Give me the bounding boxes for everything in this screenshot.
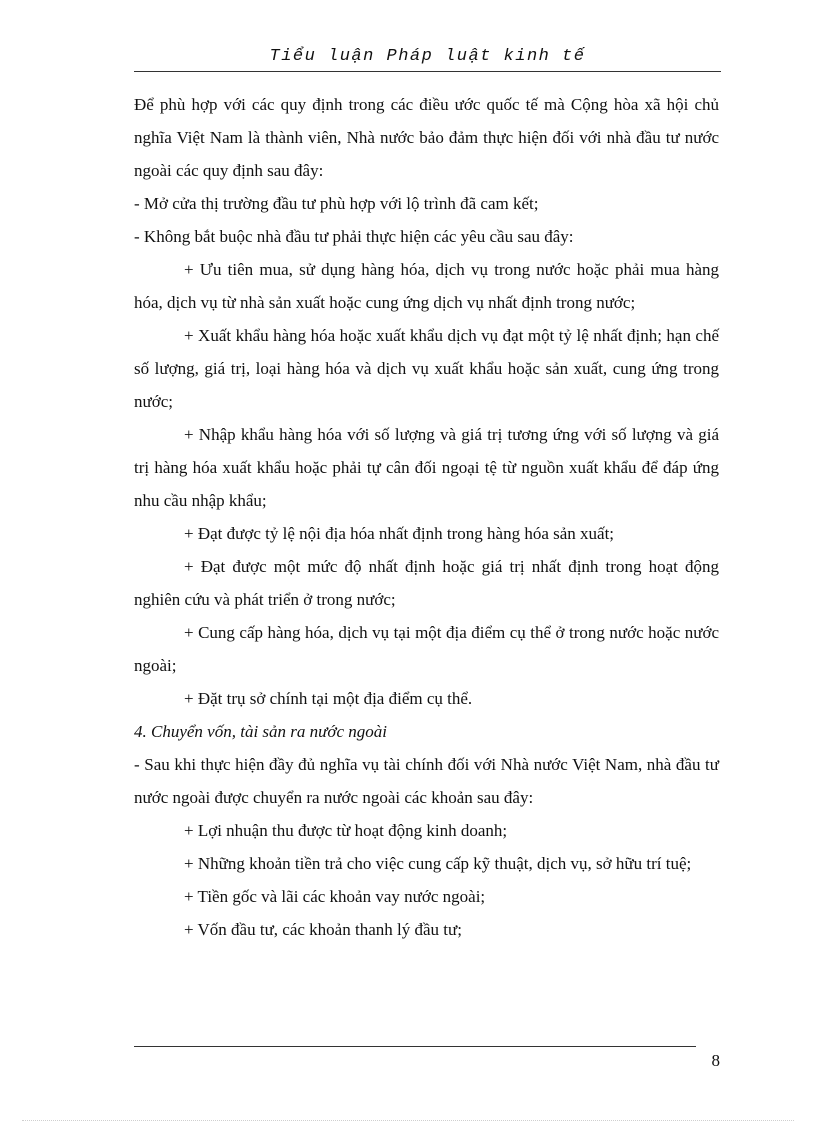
bullet-no-requirements: - Không bắt buộc nhà đầu tư phải thực hiện các yêu cầu sau đây:	[134, 227, 574, 246]
sub-item-headquarters: + Đặt trụ sở chính tại một địa điểm cụ thể.	[184, 689, 473, 708]
sub-item-research: + Đạt được một mức độ nhất định hoặc giá trị nhất định trong hoạt động nghiên cứu và phát triển ở trong nước;	[134, 557, 719, 609]
page-bottom-edge	[22, 1120, 794, 1121]
page-header-title: Tiểu luận Pháp luật kinh tế	[269, 47, 586, 66]
sub-item-import-balance: + Nhập khẩu hàng hóa với số lượng và giá trị tương ứng với số lượng và giá trị hàng hóa xuất khẩu hoặc phải tự cân đối ngoại tệ từ nguồn xuất khẩu để đáp ứng nhu cầu nhập khẩu;	[134, 425, 719, 510]
sub-item-supply-location: + Cung cấp hàng hóa, dịch vụ tại một địa điểm cụ thể ở trong nước hoặc nước ngoài;	[134, 623, 719, 675]
sub-item-profits: + Lợi nhuận thu được từ hoạt động kinh doanh;	[184, 821, 508, 840]
sub-item-export-ratio: + Xuất khẩu hàng hóa hoặc xuất khẩu dịch vụ đạt một tỷ lệ nhất định; hạn chế số lượng, giá trị, loại hàng hóa và dịch vụ xuất khẩu hoặc sản xuất, cung ứng trong nước;	[134, 326, 719, 411]
sub-item-technical-payments: + Những khoản tiền trả cho việc cung cấp kỹ thuật, dịch vụ, sở hữu trí tuệ;	[184, 854, 692, 873]
page-body	[134, 88, 719, 946]
sub-item-domestic-purchase: + Ưu tiên mua, sử dụng hàng hóa, dịch vụ trong nước hoặc phải mua hàng hóa, dịch vụ từ nhà sản xuất hoặc cung ứng dịch vụ nhất định trong nước;	[134, 260, 719, 312]
header-divider	[134, 71, 721, 72]
sub-item-localization: + Đạt được tỷ lệ nội địa hóa nhất định trong hàng hóa sản xuất;	[184, 524, 615, 543]
footer-divider	[134, 1046, 696, 1047]
intro-paragraph: Để phù hợp với các quy định trong các điều ước quốc tế mà Cộng hòa xã hội chủ nghĩa Việt Nam là thành viên, Nhà nước bảo đảm thực hiện đối với nhà đầu tư nước ngoài các quy định sau đây:	[134, 95, 719, 180]
bullet-open-market: - Mở cửa thị trường đầu tư phù hợp với lộ trình đã cam kết;	[134, 194, 539, 213]
page-number: 8	[711, 1051, 720, 1070]
bullet-after-obligations: - Sau khi thực hiện đầy đủ nghĩa vụ tài chính đối với Nhà nước Việt Nam, nhà đầu tư nước ngoài được chuyển ra nước ngoài các khoản sau đây:	[134, 755, 719, 807]
section-heading-capital-transfer: 4. Chuyển vốn, tài sản ra nước ngoài	[134, 722, 388, 741]
sub-item-investment-capital: + Vốn đầu tư, các khoản thanh lý đầu tư;	[184, 920, 462, 939]
sub-item-loan-principal: + Tiền gốc và lãi các khoản vay nước ngoài;	[184, 887, 486, 906]
